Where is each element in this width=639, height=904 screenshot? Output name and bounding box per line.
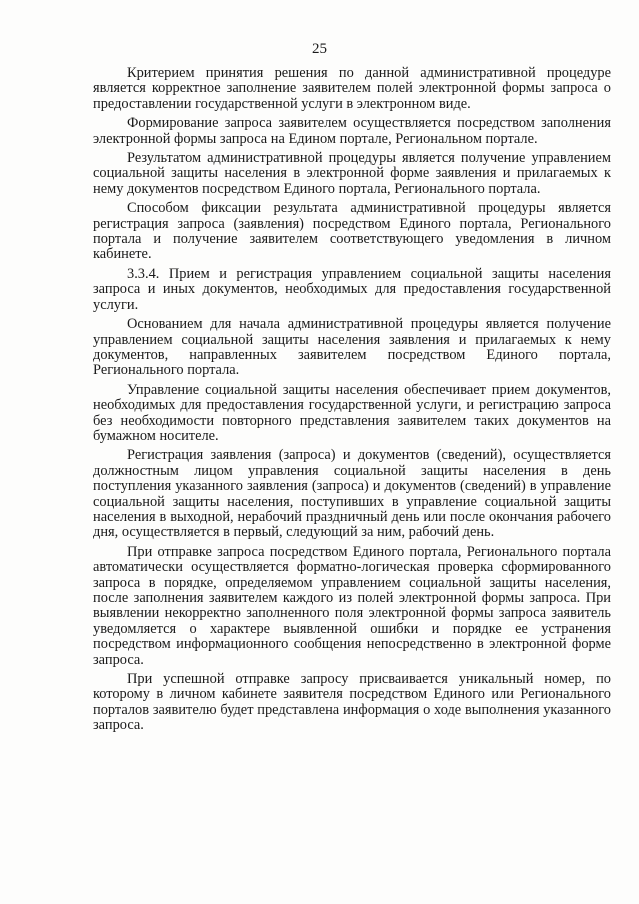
paragraph-document-acceptance: Управление социальной защиты населения обеспечивает прием документов, необходимых для предоставления государственной услуги, и регистрацию запроса без необходимости повторного представления заявителем таких документов на бумажном носителе. (93, 381, 611, 444)
paragraph-request-forming: Формирование запроса заявителем осуществляется посредством заполнения электронной формы запроса на Едином портале, Региональном портале. (93, 115, 611, 147)
document-body (93, 66, 611, 738)
paragraph-unique-number: При успешной отправке запросу присваивается уникальный номер, по которому в личном кабинете заявителя посредством Единого или Регионального порталов заявителю будет представлена информация о ходе выполнения указанного запроса. (93, 671, 611, 734)
paragraph-result-fixation: Способом фиксации результата административной процедуры является регистрация запроса (заявления) посредством Единого портала, Регионального портала и получение заявителем соответствующего уведомления в личном кабинете. (93, 200, 611, 263)
paragraph-section-3-3-4: 3.3.4. Прием и регистрация управлением социальной защиты населения запроса и иных документов, необходимых для предоставления государственной услуги. (93, 265, 611, 313)
page-number: 25 (312, 41, 327, 57)
paragraph-format-check: При отправке запроса посредством Единого портала, Регионального портала автоматически осуществляется форматно-логическая проверка сформированного запроса в порядке, определяемом управлением социальной защиты населения, после заполнения заявителем каждого из полей электронной формы запроса. При выявлении некорректно заполненного поля электронной формы запроса заявитель уведомляется о характере выявленной ошибки и порядке ее устранения посредством информационного сообщения непосредственно в электронной форме запроса. (93, 543, 611, 668)
paragraph-procedure-result: Результатом административной процедуры является получение управлением социальной защиты населения в электронной форме заявления и прилагаемых к нему документов посредством Единого портала, Регионального портала. (93, 150, 611, 197)
paragraph-registration: Регистрация заявления (запроса) и документов (сведений), осуществляется должностным лицом управления социальной защиты населения в день поступления указанного заявления (запроса) и документов (сведений) в управление социальной защиты населения, поступивших в управление социальной защиты населения в выходной, нерабочий праздничный день или после окончания рабочего дня, осуществляется в первый, следующий за ним, рабочий день. (93, 447, 611, 541)
paragraph-decision-criterion: Критерием принятия решения по данной административной процедуре является корректное заполнение заявителем полей электронной формы запроса о предоставлении государственной услуги в электронном виде. (93, 65, 611, 112)
paragraph-procedure-basis: Основанием для начала административной процедуры является получение управлением социальной защиты населения заявления и прилагаемых к нему документов, направленных заявителем посредством Единого портала, Регионального портала. (93, 316, 611, 379)
